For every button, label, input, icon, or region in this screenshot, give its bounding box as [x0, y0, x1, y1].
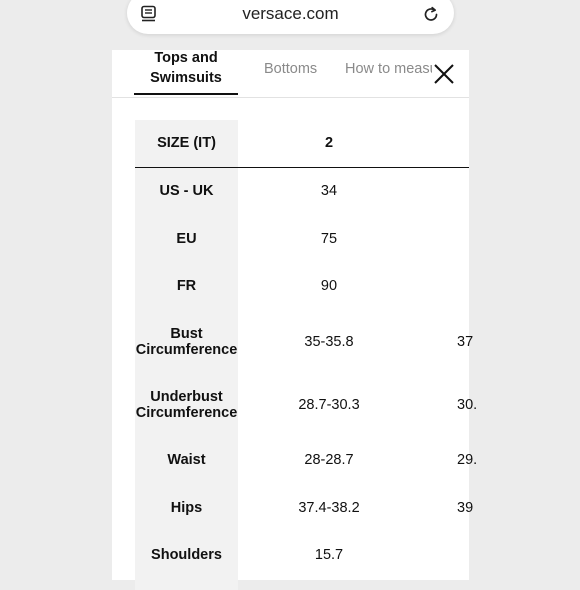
header-size: 2 [324, 135, 334, 151]
row-value: 28.7-30.3 [298, 397, 360, 413]
row-label-line2: Circumference [135, 405, 238, 421]
row-label: Shoulders [151, 547, 222, 563]
row-value: 35-35.8 [304, 334, 354, 350]
row-label [135, 389, 238, 421]
size-guide-tabs [112, 50, 469, 98]
row-label: Waist [167, 452, 206, 468]
size-guide-panel [112, 50, 478, 580]
row-value: 37.4-38.2 [298, 500, 360, 516]
url-domain[interactable]: versace.com [242, 4, 339, 23]
row-value-next: 30. [457, 397, 478, 413]
row-label: Hips [170, 500, 203, 516]
tab-label-line1: Tops and [154, 50, 218, 66]
tab-label-line2: Swimsuits [150, 70, 222, 86]
row-label: EU [176, 231, 197, 247]
row-label-line1: Underbust [150, 389, 223, 405]
header-divider [135, 167, 469, 168]
tab-tops-and-swimsuits[interactable] [134, 48, 238, 95]
row-label-line1: Bust [170, 326, 203, 342]
tab-bottoms[interactable]: Bottoms [264, 61, 318, 77]
row-value-next: 39 [457, 500, 474, 516]
row-value: 34 [320, 183, 338, 199]
row-label-line2: Circumference [135, 342, 238, 358]
tab-how-to-measure[interactable]: How to measure [345, 61, 451, 77]
row-label [135, 326, 238, 358]
row-label: US - UK [159, 183, 214, 199]
row-value: 28-28.7 [304, 452, 354, 468]
row-value-next: 29. [457, 452, 478, 468]
row-value: 90 [320, 278, 338, 294]
address-bar[interactable] [127, 0, 454, 34]
reload-icon[interactable] [421, 4, 441, 24]
row-value: 75 [320, 231, 338, 247]
row-value: 15.7 [314, 547, 344, 563]
close-icon[interactable] [432, 62, 456, 86]
header-label: SIZE (IT) [157, 135, 216, 151]
row-label: FR [176, 278, 197, 294]
active-tab-indicator [134, 93, 238, 95]
row-value-next: 37 [457, 334, 474, 350]
